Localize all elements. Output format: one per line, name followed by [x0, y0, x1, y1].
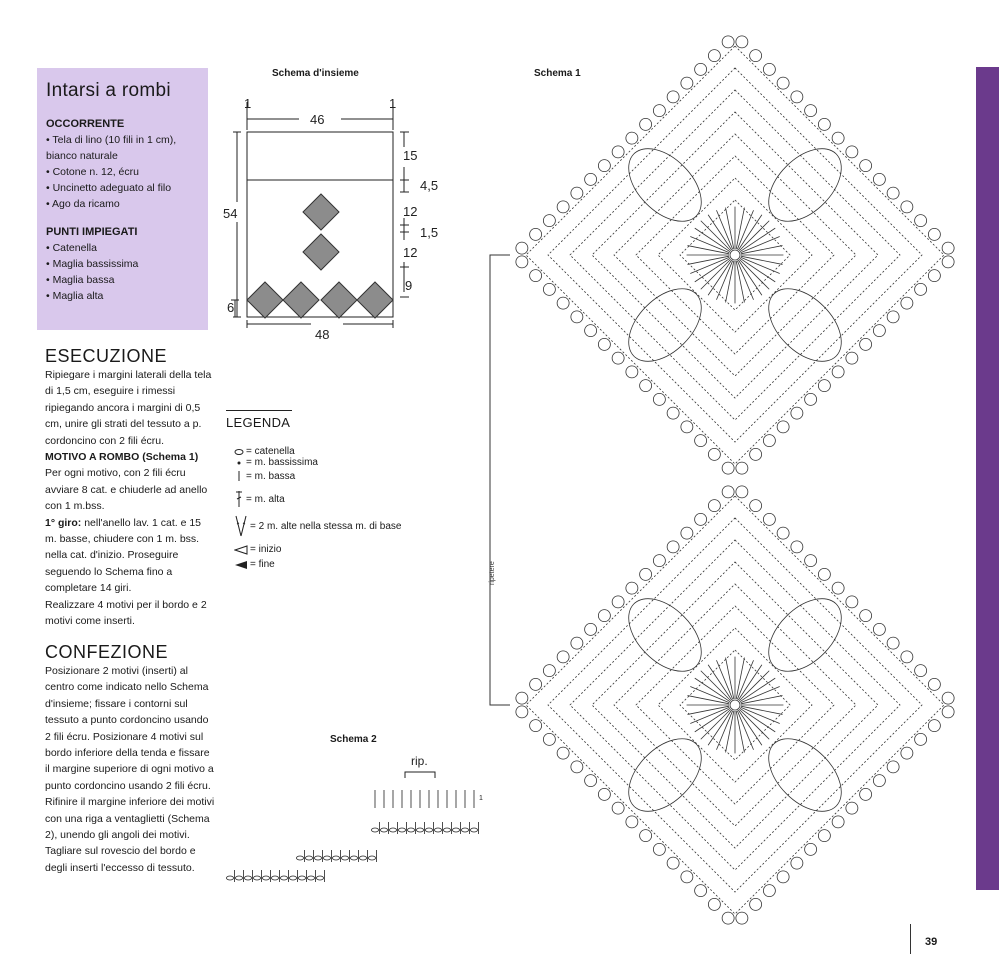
fan-scallop	[612, 352, 624, 364]
fan-scallop	[543, 215, 555, 227]
center-spoke	[701, 221, 731, 251]
fan-scallop	[571, 311, 583, 323]
stitch-mark	[369, 856, 376, 860]
final-text: Realizzare 4 motivi per il bordo e 2 motivi come inserti.	[45, 598, 207, 628]
dim-right: 15	[403, 148, 418, 163]
fan-scallop	[750, 898, 762, 910]
occorrente-heading: OCCORRENTE	[46, 118, 125, 130]
fan-scallop	[860, 338, 872, 350]
fan-scallop	[612, 802, 624, 814]
fan-scallop	[612, 146, 624, 158]
stitch-ring	[636, 606, 834, 804]
materials-box	[37, 68, 208, 330]
fan-scallop	[805, 555, 817, 567]
fan-scallop	[653, 105, 665, 117]
diamond-motif	[247, 282, 283, 318]
fan-scallop	[626, 366, 638, 378]
list-item: • Maglia bassissima	[46, 256, 208, 272]
fan-scallop	[887, 311, 899, 323]
list-item: • Ago da ricamo	[46, 196, 208, 212]
legend-title: LEGENDA	[226, 410, 292, 430]
fan-scallop	[736, 486, 748, 498]
fan-scallop	[818, 118, 830, 130]
fan-scallop	[763, 885, 775, 897]
rip-label: rip.	[411, 754, 428, 768]
legend-item: = m. alta	[234, 490, 285, 508]
stitch-mark	[308, 876, 315, 880]
fan-scallop	[942, 242, 954, 254]
fan-scallop	[557, 201, 569, 213]
stitch-mark	[306, 856, 313, 860]
stitch-ring	[614, 584, 856, 826]
fan-scallop	[598, 788, 610, 800]
fan-scallop	[791, 857, 803, 869]
fan-scallop	[598, 160, 610, 172]
fan-scallop	[832, 366, 844, 378]
end-arrow-icon	[234, 560, 248, 570]
fan-scallop	[571, 187, 583, 199]
fan-scallop	[763, 513, 775, 525]
center-spoke	[739, 709, 769, 739]
dim-right: 12	[403, 245, 418, 260]
fan-scallop	[750, 448, 762, 460]
punti-list	[46, 240, 208, 304]
fan-scallop	[832, 816, 844, 828]
fan-scallop	[736, 912, 748, 924]
fan-scallop	[667, 541, 679, 553]
fan-scallop	[805, 105, 817, 117]
stitch-mark	[444, 828, 451, 832]
stitch-ring	[658, 178, 812, 332]
stitch-mark	[245, 876, 252, 880]
diamond-motif	[357, 282, 393, 318]
stitch-ring	[570, 540, 900, 870]
fan-scallop	[887, 761, 899, 773]
fan-scallop	[805, 843, 817, 855]
fan-scallop	[915, 733, 927, 745]
stitch-ring	[526, 496, 944, 914]
fan-scallop	[942, 692, 954, 704]
fan-scallop	[571, 761, 583, 773]
fan-scallop	[557, 297, 569, 309]
motivo-text: Per ogni motivo, con 2 fili écru avviare 8 cat. e chiuderle ad anello con 1 m.bss.	[45, 467, 208, 513]
esecuzione-section	[45, 346, 215, 630]
fan-scallop	[543, 283, 555, 295]
fan-scallop	[846, 596, 858, 608]
legend-item: = catenella	[234, 446, 295, 457]
fan-scallop	[887, 187, 899, 199]
stitch-mark	[360, 856, 367, 860]
fan-scallop	[818, 380, 830, 392]
fan-scallop	[873, 325, 885, 337]
fan-scallop	[915, 283, 927, 295]
fan-scallop	[873, 775, 885, 787]
stitch-mark	[290, 876, 297, 880]
fan-scallop	[915, 665, 927, 677]
list-item: • Uncinetto adeguato al filo	[46, 180, 208, 196]
confezione-text: Posizionare 2 motivi (inserti) al centro come indicato nello Schema d'insieme; fissare i contorni sul tessuto a punto cordoncino usando 2 fili écru. Posizionare 4 motivi sul bordo inferiore della tenda e fissare il margine superiore di ogni motivo a punto cordoncino usando 2 fili écru. Rifinire il margine inferiore dei motivi con una riga a ventaglietti (Schema 2), unendo gli angoli dei motivi. Tagliare sul rovescio del bordo e degli inserti l'eccesso di tessuto.	[45, 665, 215, 874]
stitch-mark	[351, 856, 358, 860]
fan-scallop	[557, 747, 569, 759]
fan-scallop	[818, 568, 830, 580]
fan-scallop	[543, 733, 555, 745]
fan-scallop	[695, 63, 707, 75]
fan-scallop	[777, 77, 789, 89]
center-ring	[730, 250, 740, 260]
fan-scallop	[901, 747, 913, 759]
petal	[615, 725, 715, 825]
fan-scallop	[708, 898, 720, 910]
fan-scallop	[846, 802, 858, 814]
page-divider	[910, 924, 911, 954]
fan-scallop	[915, 215, 927, 227]
fan-scallop	[722, 486, 734, 498]
fan-scallop	[653, 393, 665, 405]
fan-scallop	[708, 500, 720, 512]
fan-scallop	[516, 692, 528, 704]
center-ring	[730, 700, 740, 710]
fan-scallop	[681, 77, 693, 89]
fan-scallop	[598, 338, 610, 350]
fan-scallop	[901, 201, 913, 213]
list-item: • Maglia alta	[46, 288, 208, 304]
dim-height: 54	[223, 206, 238, 221]
center-spoke	[701, 671, 731, 701]
fan-scallop	[653, 555, 665, 567]
stitch-mark	[471, 828, 478, 832]
petal	[615, 135, 715, 235]
punti-heading: PUNTI IMPIEGATI	[46, 226, 138, 238]
stitch-mark	[435, 828, 442, 832]
fan-scallop	[942, 706, 954, 718]
fan-scallop	[667, 407, 679, 419]
fan-scallop	[530, 678, 542, 690]
stitch-mark	[372, 828, 379, 832]
stitch-mark	[297, 856, 304, 860]
petal	[755, 725, 855, 825]
fan-scallop	[695, 435, 707, 447]
fan-scallop	[516, 242, 528, 254]
fan-scallop	[736, 36, 748, 48]
fan-scallop	[681, 421, 693, 433]
fan-scallop	[695, 885, 707, 897]
fan-scallop	[640, 380, 652, 392]
esecuzione-text: Ripiegare i margini laterali della tela di 1,5 cm, eseguire i rimessi ripiegando ancora i margini di 0,5 cm, unire gli strati del tessuto a p. cordoncino con 2 fili écru.	[45, 369, 212, 447]
stitch-ring	[592, 562, 878, 848]
fan-scallop	[860, 160, 872, 172]
schema1-diagram	[480, 15, 970, 945]
schema-insieme-caption: Schema d'insieme	[272, 68, 359, 79]
center-spoke	[739, 671, 769, 701]
stitch-mark	[333, 856, 340, 860]
stitch-ring	[548, 518, 922, 892]
center-spoke	[739, 221, 769, 251]
fan-scallop	[736, 462, 748, 474]
stitch-mark	[281, 876, 288, 880]
fan-scallop	[640, 118, 652, 130]
diamond-motif	[321, 282, 357, 318]
stitch-mark	[462, 828, 469, 832]
stitch-mark	[426, 828, 433, 832]
petal	[755, 275, 855, 375]
fan-scallop	[942, 256, 954, 268]
petal	[615, 275, 715, 375]
fan-scallop	[640, 568, 652, 580]
diamond-motif	[303, 234, 339, 270]
row-label: 1	[479, 795, 483, 802]
fan-scallop	[681, 871, 693, 883]
fan-scallop	[598, 610, 610, 622]
fan-scallop	[928, 228, 940, 240]
chain-stitch-icon	[234, 448, 244, 456]
stitch-ring	[592, 112, 878, 398]
fan-scallop	[791, 407, 803, 419]
stitch-mark	[263, 876, 270, 880]
slip-stitch-icon	[234, 459, 244, 467]
legend-item: = fine	[234, 559, 275, 570]
fan-scallop	[516, 706, 528, 718]
stitch-mark	[324, 856, 331, 860]
list-item: • Maglia bassa	[46, 272, 208, 288]
fan-scallop	[832, 582, 844, 594]
petal	[755, 585, 855, 685]
stitch-mark	[315, 856, 322, 860]
fan-scallop	[722, 36, 734, 48]
page-number: 39	[925, 936, 938, 948]
fan-scallop	[722, 912, 734, 924]
fan-scallop	[873, 173, 885, 185]
fan-scallop	[667, 857, 679, 869]
fan-scallop	[626, 132, 638, 144]
crochet-motifs	[516, 36, 954, 924]
fan-scallop	[763, 435, 775, 447]
fan-scallop	[708, 448, 720, 460]
stitch-ring	[526, 46, 944, 464]
confezione-title: CONFEZIONE	[45, 642, 169, 662]
fan-scallop	[846, 352, 858, 364]
fan-scallop	[722, 462, 734, 474]
dim-bottom-left: 6	[227, 300, 235, 315]
dim-right: 1,5	[420, 225, 439, 240]
fan-scallop	[928, 678, 940, 690]
fan-scallop	[928, 270, 940, 282]
fan-scallop	[901, 297, 913, 309]
fan-scallop	[832, 132, 844, 144]
fan-scallop	[530, 720, 542, 732]
stitch-mark	[342, 856, 349, 860]
fan-scallop	[777, 421, 789, 433]
stitch-mark	[236, 876, 243, 880]
fan-scallop	[585, 173, 597, 185]
fan-scallop	[873, 623, 885, 635]
fan-scallop	[571, 637, 583, 649]
fan-scallop	[585, 623, 597, 635]
occorrente-list	[46, 132, 208, 212]
center-spoke	[701, 709, 731, 739]
dim-top-right: 1	[389, 96, 397, 111]
petal	[615, 585, 715, 685]
fan-scallop	[750, 500, 762, 512]
fan-scallop	[640, 830, 652, 842]
legend	[226, 410, 426, 570]
stitch-mark	[317, 876, 324, 880]
stitch-ring	[570, 90, 900, 420]
fan-scallop	[901, 651, 913, 663]
fan-scallop	[626, 582, 638, 594]
fan-scallop	[543, 665, 555, 677]
stitch-mark	[399, 828, 406, 832]
single-crochet-icon	[234, 470, 244, 482]
center-spoke	[701, 259, 731, 289]
fan-scallop	[530, 270, 542, 282]
stitch-mark	[453, 828, 460, 832]
fan-scallop	[708, 50, 720, 62]
confezione-section	[45, 642, 215, 876]
stitch-ring	[658, 628, 812, 782]
page-title: Intarsi a rombi	[46, 80, 171, 101]
list-item: • Tela di lino (10 fili in 1 cm), bianco naturale	[46, 132, 208, 164]
fan-scallop	[626, 816, 638, 828]
dim-top-left: 1	[244, 96, 252, 111]
fan-scallop	[557, 651, 569, 663]
legend-item: = inizio	[234, 544, 281, 555]
fan-scallop	[887, 637, 899, 649]
giro-label: 1° giro:	[45, 516, 82, 529]
start-arrow-icon	[234, 545, 248, 555]
fan-scallop	[612, 596, 624, 608]
fan-scallop	[777, 871, 789, 883]
stitch-mark	[417, 828, 424, 832]
stitch-mark	[408, 828, 415, 832]
double-crochet-icon	[234, 490, 244, 508]
fan-scallop	[805, 393, 817, 405]
fan-scallop	[585, 325, 597, 337]
schema1-caption: Schema 1	[534, 68, 581, 79]
fan-scallop	[860, 788, 872, 800]
fan-scallop	[681, 527, 693, 539]
fan-scallop	[818, 830, 830, 842]
stitch-ring	[636, 156, 834, 354]
giro-text: nell'anello lav. 1 cat. e 15 m. basse, chiudere con 1 m. bss. nella cat. d'inizio. Proseguire seguendo lo Schema fino a completare 14 giri.	[45, 516, 202, 595]
diamond-motif	[283, 282, 319, 318]
petal	[755, 135, 855, 235]
stitch-mark	[381, 828, 388, 832]
double-crochet-pair-icon	[234, 515, 248, 537]
fan-scallop	[530, 228, 542, 240]
stitch-ring	[614, 134, 856, 376]
motivo-heading: MOTIVO A ROMBO (Schema 1)	[45, 451, 199, 464]
stitch-mark	[390, 828, 397, 832]
stitch-mark	[227, 876, 234, 880]
fan-scallop	[653, 843, 665, 855]
dim-top-width: 46	[310, 112, 325, 127]
repeat-label: ripetere	[489, 561, 496, 585]
fan-scallop	[860, 610, 872, 622]
esecuzione-title: ESECUZIONE	[45, 346, 168, 366]
fan-scallop	[585, 775, 597, 787]
dim-right: 12	[403, 204, 418, 219]
legend-item: = m. bassissima	[234, 457, 318, 468]
schema2-caption: Schema 2	[330, 734, 377, 745]
fan-scallop	[791, 91, 803, 103]
side-color-bar	[976, 67, 999, 890]
fan-scallop	[791, 541, 803, 553]
center-spoke	[739, 259, 769, 289]
diamond-motif	[303, 194, 339, 230]
stitch-rows	[227, 790, 479, 882]
fan-scallop	[763, 63, 775, 75]
dim-right: 9	[405, 278, 413, 293]
stitch-mark	[254, 876, 261, 880]
stitch-ring	[548, 68, 922, 442]
legend-item: = 2 m. alte nella stessa m. di base	[234, 515, 401, 537]
fan-scallop	[777, 527, 789, 539]
fan-scallop	[667, 91, 679, 103]
schema2-diagram	[225, 750, 495, 895]
dim-bottom-width: 48	[315, 327, 330, 342]
fan-scallop	[516, 256, 528, 268]
schema-insieme-diagram	[215, 92, 455, 352]
list-item: • Cotone n. 12, écru	[46, 164, 208, 180]
legend-item: = m. bassa	[234, 470, 295, 482]
stitch-mark	[299, 876, 306, 880]
fan-scallop	[695, 513, 707, 525]
dim-right: 4,5	[420, 178, 439, 193]
fan-scallop	[846, 146, 858, 158]
list-item: • Catenella	[46, 240, 208, 256]
stitch-mark	[272, 876, 279, 880]
fan-scallop	[750, 50, 762, 62]
fan-scallop	[928, 720, 940, 732]
